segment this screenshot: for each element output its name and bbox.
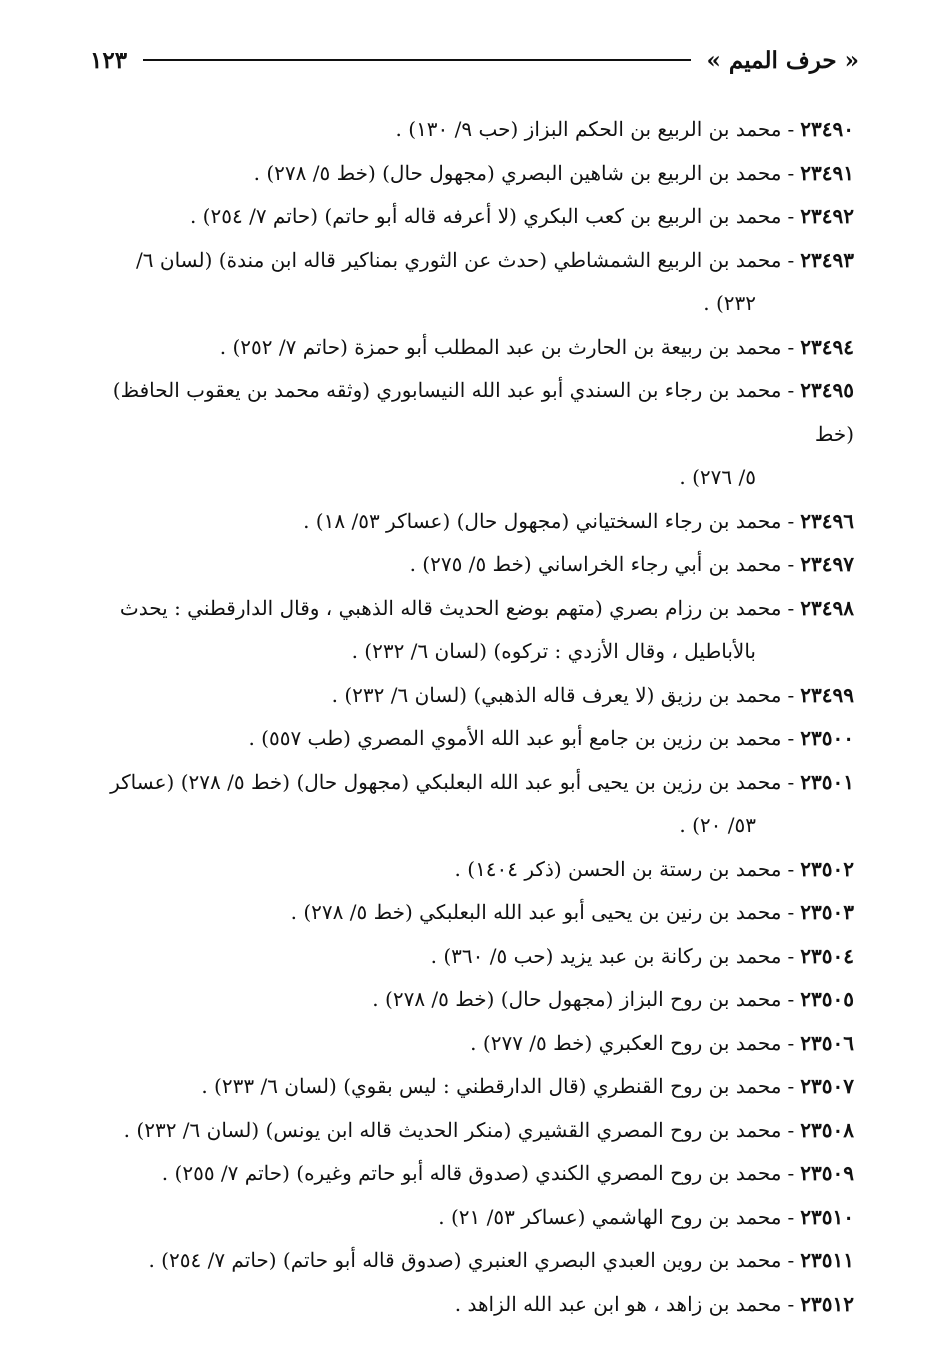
entry-text: محمد بن ركانة بن عبد يزيد (حب ٥/ ٣٦٠) . [430, 943, 782, 968]
running-header [90, 40, 859, 80]
page-number: ١٢٣ [90, 46, 128, 74]
list-item: ٢٣٥٠٧-محمد بن روح القنطري (قال الدارقطني : ليس بقوي) (لسان ٦/ ٢٣٣) . [201, 1074, 854, 1098]
entry-number: ٢٣٥١١ [800, 1248, 854, 1272]
list-item: ٢٣٤٩٠-محمد بن الربيع بن الحكم البزاز (حب ٩/ ١٣٠) . [395, 117, 854, 141]
entry-text: محمد بن رزين بن يحيى أبو عبد الله البعلبكي (مجهول حال) (خط ٥/ ٢٧٨) (عساكر [110, 769, 782, 794]
entry-text: محمد بن رجاء بن السندي أبو عبد الله النيسابوري (وثقه محمد بن يعقوب الحافظ) (خط [112, 378, 854, 446]
list-item: ٢٣٥٠٩-محمد بن روح المصري الكندي (صدوق قاله أبو حاتم وغيره) (حاتم ٧/ ٢٥٥) . [161, 1161, 854, 1185]
entry-number: ٢٣٥٠٩ [800, 1161, 854, 1185]
list-item: ٢٣٤٩٢-محمد بن الربيع بن كعب البكري (لا أعرفه قاله أبو حاتم) (حاتم ٧/ ٢٥٤) . [189, 204, 854, 228]
entry-number: ٢٣٤٩٤ [800, 334, 854, 359]
entry-text: محمد بن رزام بصري (متهم بوضع الحديث قاله الذهبي ، وقال الدارقطني : يحدث [119, 595, 782, 620]
list-item: ٢٣٤٩٦-محمد بن رجاء السختياني (مجهول حال) (عساكر ٥٣/ ١٨) . [303, 508, 854, 533]
entry-text: محمد بن رزين بن جامع أبو عبد الله الأموي المصري (طب ٥٥٧) . [248, 726, 782, 750]
entry-text: محمد بن روح المصري الكندي (صدوق قاله أبو حاتم وغيره) (حاتم ٧/ ٢٥٥) . [161, 1161, 782, 1185]
list-item: ٢٣٥١٢-محمد بن زاهد ، هو ابن عبد الله الزاهد . [454, 1291, 854, 1316]
entry-number: ٢٣٥٠٠ [800, 726, 854, 750]
entry-text: محمد بن روين العبدي البصري العنبري (صدوق قاله أبو حاتم) (حاتم ٧/ ٢٥٤) . [148, 1248, 782, 1272]
entry-list [84, 108, 854, 1326]
entry-text: محمد بن رزيق (لا يعرف قاله الذهبي) (لسان ٦/ ٢٣٢) . [331, 682, 782, 707]
list-item: ٢٣٥١٠-محمد بن روح الهاشمي (عساكر ٥٣/ ٢١) . [438, 1204, 854, 1229]
list-item: ٢٣٤٩٥-محمد بن رجاء بن السندي أبو عبد الله النيسابوري (وثقه محمد بن يعقوب الحافظ) (خط ٥/ ٢٧٦) . [84, 369, 854, 500]
entry-number: ٢٣٥٠١ [800, 769, 854, 794]
chapter-title: « حرف الميم » [706, 46, 859, 74]
list-item: ٢٣٥٠١-محمد بن رزين بن يحيى أبو عبد الله البعلبكي (مجهول حال) (خط ٥/ ٢٧٨) (عساكر ٥٣/ ٢٠) . [84, 761, 854, 848]
list-item: ٢٣٥٠٣-محمد بن رنين بن يحيى أبو عبد الله البعلبكي (خط ٥/ ٢٧٨) . [290, 900, 854, 924]
entry-number: ٢٣٥٠٨ [800, 1117, 854, 1142]
entry-number: ٢٣٤٩١ [800, 160, 854, 185]
entry-text: محمد بن الربيع الشمشاطي (حدث عن الثوري بمناكير قاله ابن مندة) (لسان ٦/ [136, 247, 782, 272]
entry-text: محمد بن رنين بن يحيى أبو عبد الله البعلبكي (خط ٥/ ٢٧٨) . [290, 900, 782, 924]
entry-number: ٢٣٤٩٢ [800, 204, 854, 228]
entry-text: محمد بن روح القنطري (قال الدارقطني : ليس بقوي) (لسان ٦/ ٢٣٣) . [201, 1074, 782, 1098]
entry-text: محمد بن الربيع بن كعب البكري (لا أعرفه قاله أبو حاتم) (حاتم ٧/ ٢٥٤) . [189, 204, 782, 228]
entry-number: ٢٣٤٩٩ [800, 682, 854, 707]
header-rule [143, 59, 690, 61]
list-item: ٢٣٥٠٠-محمد بن رزين بن جامع أبو عبد الله الأموي المصري (طب ٥٥٧) . [248, 726, 854, 750]
list-item: ٢٣٤٩٤-محمد بن ربيعة بن الحارث بن عبد المطلب أبو حمزة (حاتم ٧/ ٢٥٢) . [219, 334, 854, 359]
entry-number: ٢٣٥٠٣ [800, 900, 854, 924]
entry-continuation: ٥/ ٢٧٦) . [679, 465, 756, 489]
entry-number: ٢٣٤٩٠ [800, 117, 854, 141]
list-item: ٢٣٥٠٢-محمد بن رستة بن الحسن (ذكر ١٤٠٤) . [454, 856, 854, 881]
list-item: ٢٣٥٠٨-محمد بن روح المصري القشيري (منكر الحديث قاله ابن يونس) (لسان ٦/ ٢٣٢) . [123, 1117, 854, 1142]
entry-text: محمد بن الربيع بن الحكم البزاز (حب ٩/ ١٣٠) . [395, 117, 782, 141]
entry-number: ٢٣٥٠٦ [800, 1030, 854, 1055]
list-item: ٢٣٤٩٧-محمد بن أبي رجاء الخراساني (خط ٥/ ٢٧٥) . [409, 552, 854, 576]
entry-number: ٢٣٥٠٧ [800, 1074, 854, 1098]
entry-text: محمد بن روح العكبري (خط ٥/ ٢٧٧) . [470, 1030, 782, 1055]
entry-text: محمد بن رستة بن الحسن (ذكر ١٤٠٤) . [454, 856, 782, 881]
entry-continuation: بالأباطيل ، وقال الأزدي : تركوه) (لسان ٦/ ٢٣٢) . [351, 639, 756, 663]
entry-number: ٢٣٥٠٢ [800, 856, 854, 881]
list-item: ٢٣٤٩٨-محمد بن رزام بصري (متهم بوضع الحديث قاله الذهبي ، وقال الدارقطني : يحدث بالأباطيل ، وقال الأزدي : تركوه) (لسان ٦/ ٢٣٢) . [84, 587, 854, 674]
entry-number: ٢٣٥٠٤ [800, 943, 854, 968]
list-item: ٢٣٤٩١-محمد بن الربيع بن شاهين البصري (مجهول حال) (خط ٥/ ٢٧٨) . [253, 160, 854, 185]
entry-number: ٢٣٤٩٧ [800, 552, 854, 576]
entry-text: محمد بن ربيعة بن الحارث بن عبد المطلب أبو حمزة (حاتم ٧/ ٢٥٢) . [219, 334, 782, 359]
list-item: ٢٣٥٠٥-محمد بن روح البزاز (مجهول حال) (خط ٥/ ٢٧٨) . [372, 987, 854, 1011]
entry-text: محمد بن رجاء السختياني (مجهول حال) (عساكر ٥٣/ ١٨) . [303, 508, 782, 533]
entry-text: محمد بن الربيع بن شاهين البصري (مجهول حال) (خط ٥/ ٢٧٨) . [253, 160, 782, 185]
entry-number: ٢٣٥١٢ [800, 1291, 854, 1316]
list-item: ٢٣٥٠٦-محمد بن روح العكبري (خط ٥/ ٢٧٧) . [470, 1030, 854, 1055]
list-item: ٢٣٥١١-محمد بن روين العبدي البصري العنبري (صدوق قاله أبو حاتم) (حاتم ٧/ ٢٥٤) . [148, 1248, 854, 1272]
entry-number: ٢٣٤٩٨ [800, 595, 854, 620]
entry-text: محمد بن روح المصري القشيري (منكر الحديث قاله ابن يونس) (لسان ٦/ ٢٣٢) . [123, 1117, 782, 1142]
entry-text: محمد بن زاهد ، هو ابن عبد الله الزاهد . [454, 1291, 782, 1316]
list-item: ٢٣٥٠٤-محمد بن ركانة بن عبد يزيد (حب ٥/ ٣٦٠) . [430, 943, 854, 968]
entry-continuation: ٥٣/ ٢٠) . [679, 813, 756, 837]
entry-text: محمد بن روح البزاز (مجهول حال) (خط ٥/ ٢٧٨) . [372, 987, 782, 1011]
entry-continuation: ٢٣٢) . [703, 291, 756, 315]
entry-number: ٢٣٤٩٦ [800, 508, 854, 533]
list-item: ٢٣٤٩٩-محمد بن رزيق (لا يعرف قاله الذهبي) (لسان ٦/ ٢٣٢) . [331, 682, 854, 707]
entry-text: محمد بن روح الهاشمي (عساكر ٥٣/ ٢١) . [438, 1204, 782, 1229]
entry-number: ٢٣٤٩٣ [800, 247, 854, 272]
entry-number: ٢٣٥٠٥ [800, 987, 854, 1011]
list-item: ٢٣٤٩٣-محمد بن الربيع الشمشاطي (حدث عن الثوري بمناكير قاله ابن مندة) (لسان ٦/ ٢٣٢) . [84, 239, 854, 326]
entry-number: ٢٣٥١٠ [800, 1204, 854, 1229]
entry-text: محمد بن أبي رجاء الخراساني (خط ٥/ ٢٧٥) . [409, 552, 782, 576]
entry-number: ٢٣٤٩٥ [800, 378, 854, 402]
